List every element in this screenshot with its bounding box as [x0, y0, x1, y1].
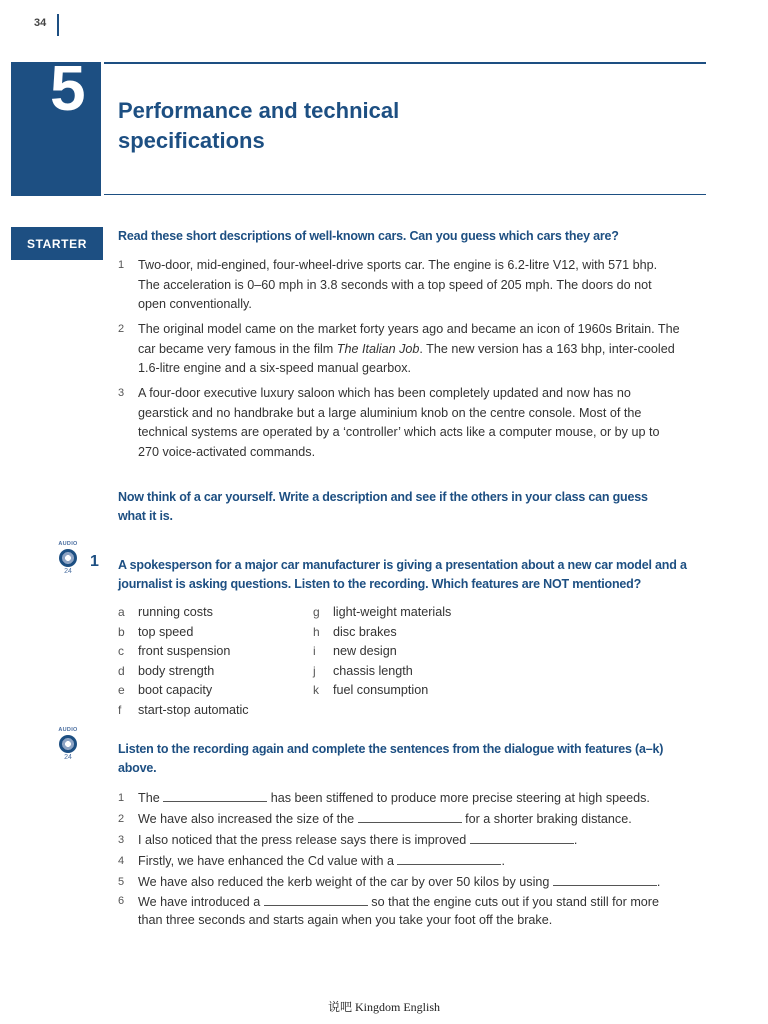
- answer-blank[interactable]: [470, 831, 574, 844]
- option-text: disc brakes: [333, 624, 397, 639]
- footer-watermark: 说吧 Kingdom English: [327, 1000, 440, 1014]
- starter-item-line: open conventionally.: [138, 297, 252, 311]
- cd-icon: [59, 735, 77, 753]
- followup-line: Now think of a car yourself. Write a description and see if the others in your class can guess: [118, 490, 648, 504]
- audio-track: 24: [64, 568, 72, 575]
- option-letter: h: [313, 624, 320, 639]
- audio-label: AUDIO: [58, 541, 78, 547]
- option-text: new design: [333, 644, 397, 658]
- audio-label: AUDIO: [58, 727, 78, 733]
- starter-item-number: 3: [118, 387, 125, 399]
- title-rule-top: [104, 62, 706, 64]
- sentence-text: .: [501, 854, 505, 868]
- sentence-number: 6: [118, 895, 125, 907]
- sentence-1: [118, 789, 688, 809]
- page-number-bar: [57, 14, 59, 36]
- starter-item-2: [118, 320, 688, 379]
- instruction-line: A spokesperson for a major car manufacturer is giving a presentation about a new car model and a: [118, 558, 687, 572]
- option-item: [118, 662, 214, 682]
- starter-item-line: gearstick and no handbrake but a large aluminium knob on the centre console. Most of the: [138, 405, 642, 420]
- title-rule-bottom: [104, 194, 706, 195]
- sentence-text: We have also reduced the kerb weight of the car by over 50 kilos by using: [138, 875, 553, 889]
- cd-icon: [59, 549, 77, 567]
- option-letter: d: [118, 663, 125, 678]
- option-text: front suspension: [138, 644, 231, 658]
- option-item: [118, 681, 212, 701]
- starter-item-line: 1.6-litre engine and a six-speed manual gearbox.: [138, 361, 412, 375]
- option-text: boot capacity: [138, 683, 213, 697]
- sentence-text: Firstly, we have enhanced the Cd value with a: [138, 854, 398, 868]
- sentence-2: [118, 810, 688, 830]
- instruction-line: Listen to the recording again and complete the sentences from the dialogue with features (a–k): [118, 742, 664, 756]
- option-item: [313, 662, 413, 682]
- option-item: [118, 603, 213, 623]
- starter-item-line: A four-door executive luxury saloon which has been completely updated and now has no: [138, 386, 631, 400]
- text-span: car became very famous in the film: [138, 341, 337, 356]
- sentence-3: [118, 831, 688, 851]
- starter-item-number: 1: [118, 259, 125, 271]
- option-letter: g: [313, 605, 320, 619]
- sentence-number: 1: [118, 792, 125, 804]
- sentence-text: .: [573, 833, 578, 847]
- option-letter: j: [313, 663, 316, 678]
- option-text: running costs: [138, 605, 213, 619]
- answer-blank[interactable]: [163, 789, 267, 802]
- audio-track: 24: [64, 754, 72, 761]
- starter-item-line: 270 voice-activated commands.: [138, 444, 316, 459]
- sentence-text: We have introduced a: [138, 895, 264, 909]
- starter-tab: STARTER: [11, 227, 103, 260]
- sentence-text: The: [138, 791, 164, 805]
- option-letter: e: [118, 683, 125, 697]
- sentence-6: [118, 893, 688, 929]
- page-number: 34: [34, 17, 47, 29]
- sentence-text: so that the engine cuts out if you stand still for more: [367, 895, 660, 909]
- option-item: [118, 642, 230, 662]
- exercise-1-number: 1: [90, 553, 99, 570]
- starter-item-line: The acceleration is 0–60 mph in 3.8 seconds with a top speed of 205 mph. The doors do not: [138, 277, 652, 292]
- option-letter: k: [313, 683, 319, 697]
- option-text: chassis length: [333, 663, 413, 678]
- option-item: [118, 623, 193, 643]
- option-letter: b: [118, 624, 125, 639]
- answer-blank[interactable]: [358, 810, 462, 823]
- sentence-number: 4: [118, 855, 125, 867]
- starter-item-3: [118, 384, 688, 462]
- option-letter: c: [118, 644, 124, 658]
- unit-title: [118, 96, 618, 156]
- option-text: body strength: [138, 663, 215, 678]
- exercise-1-instruction: [118, 556, 738, 594]
- text-span: . The new version has a 163 bhp, inter-cooled: [419, 341, 675, 356]
- answer-blank[interactable]: [264, 893, 368, 906]
- followup-line: what it is.: [118, 509, 173, 523]
- option-item: [313, 642, 397, 662]
- audio-icon[interactable]: [56, 541, 80, 575]
- answer-blank[interactable]: [397, 852, 501, 865]
- starter-item-line: technical systems are operated by a ‘controller’ which acts like a computer mouse, or by up to: [138, 425, 660, 439]
- exercise-2-instruction: [118, 740, 738, 778]
- starter-item-1: [118, 256, 688, 315]
- option-letter: f: [118, 702, 122, 717]
- option-text: start-stop automatic: [138, 702, 249, 717]
- option-text: fuel consumption: [333, 683, 429, 697]
- film-title: The Italian Job: [336, 341, 420, 356]
- sentence-text: for a shorter braking distance.: [461, 812, 632, 826]
- sentence-number: 5: [118, 876, 125, 888]
- starter-instruction: Read these short descriptions of well-known cars. Can you guess which cars they are?: [118, 229, 619, 243]
- starter-item-number: 2: [118, 323, 125, 335]
- unit-number: 5: [50, 52, 86, 124]
- option-letter: a: [118, 605, 125, 619]
- sentence-text: .: [656, 875, 661, 889]
- sentence-text: than three seconds and starts again when you take your foot off the brake.: [138, 912, 553, 927]
- option-text: top speed: [138, 624, 194, 639]
- instruction-line: journalist is asking questions. Listen to the recording. Which features are NOT mentioned?: [118, 577, 642, 591]
- option-item: [313, 603, 451, 623]
- sentence-text: I also noticed that the press release says there is improved: [138, 833, 470, 847]
- starter-item-line: Two-door, mid-engined, four-wheel-drive sports car. The engine is 6.2-litre V12, with 571 bhp.: [138, 258, 658, 272]
- option-item: [118, 701, 249, 721]
- option-item: [313, 623, 397, 643]
- starter-item-line: [138, 340, 688, 360]
- sentence-5: [118, 873, 688, 893]
- sentence-number: 3: [118, 834, 125, 846]
- unit-title-line2: specifications: [118, 128, 265, 153]
- answer-blank[interactable]: [553, 873, 657, 886]
- audio-icon[interactable]: [56, 727, 80, 761]
- sentence-text: has been stiffened to produce more precise steering at high speeds.: [267, 791, 650, 805]
- sentence-number: 2: [118, 813, 125, 825]
- instruction-line: above.: [118, 761, 157, 775]
- starter-item-line: The original model came on the market forty years ago and became an icon of 1960s Britain. The: [138, 322, 680, 336]
- starter-followup: [118, 488, 718, 526]
- option-item: [313, 681, 428, 701]
- sentence-4: [118, 852, 688, 872]
- sentence-text: We have also increased the size of the: [138, 812, 358, 826]
- option-text: light-weight materials: [333, 605, 452, 619]
- option-letter: i: [313, 644, 316, 658]
- unit-title-line1: Performance and technical: [118, 98, 400, 123]
